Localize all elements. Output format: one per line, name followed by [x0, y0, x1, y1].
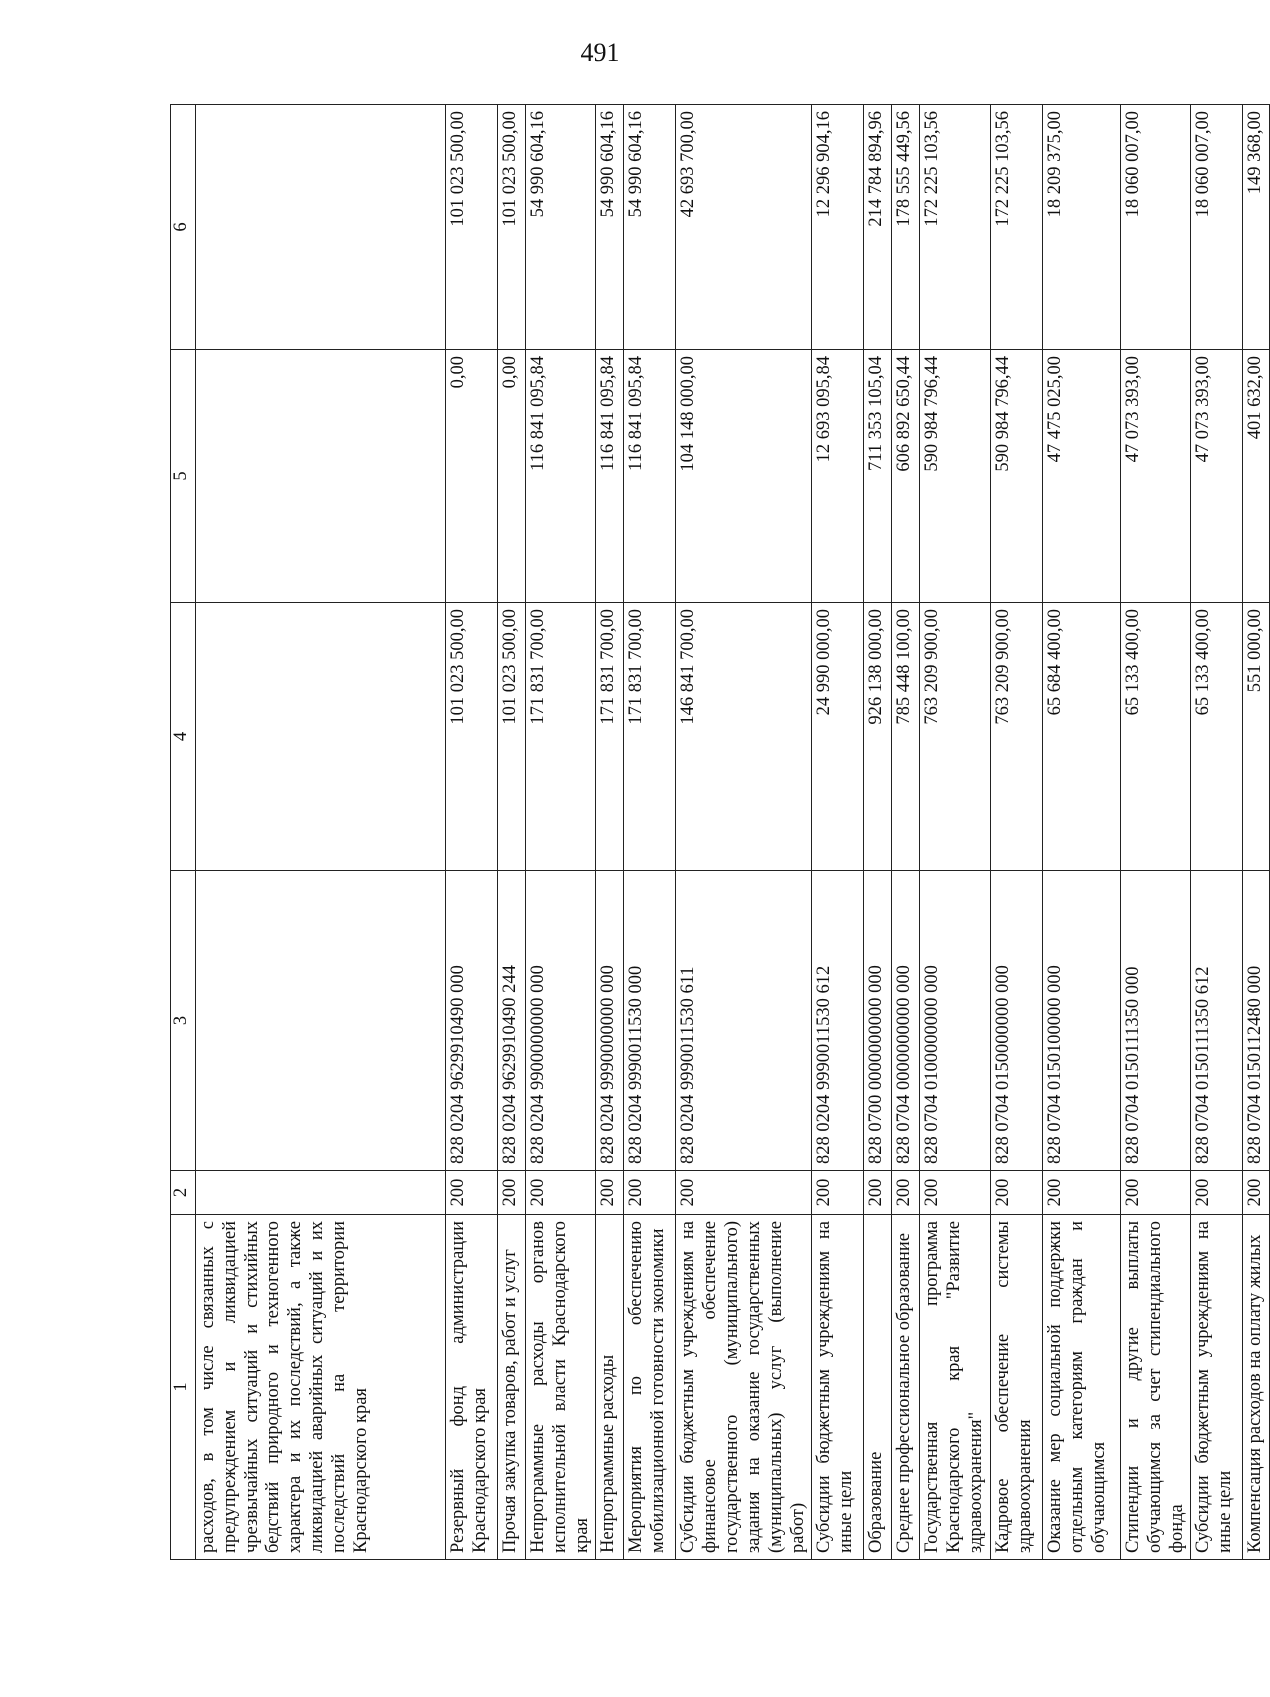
row-amount-col4: 146 841 700,00 [676, 603, 812, 871]
row-amount-col6: 18 060 007,00 [1120, 105, 1190, 350]
table-row [676, 105, 812, 1560]
row-budget-code: 828 0704 0100000000 000 [920, 871, 990, 1171]
row-budget-code: 828 0204 9990011530 611 [676, 871, 812, 1171]
row-budget-code: 828 0204 9629910490 000 [446, 871, 498, 1171]
row-name: Компенсация расходов на оплату жилых [1243, 1215, 1270, 1560]
row-name: Субсидии бюджетным учреждениям на иные цели [812, 1215, 864, 1560]
row-amount-col4: 551 000,00 [1243, 603, 1270, 871]
row-amount-col5: 401 632,00 [1243, 350, 1270, 603]
row-budget-code: 828 0704 0000000000 000 [892, 871, 920, 1171]
row-amount-col4: 926 138 000,00 [864, 603, 892, 871]
row-amount-col4: 101 023 500,00 [498, 603, 526, 871]
row-amount-col6: 12 296 904,16 [812, 105, 864, 350]
row-code: 200 [676, 1171, 812, 1215]
row-code: 200 [1243, 1171, 1270, 1215]
row-amount-col4: 171 831 700,00 [596, 603, 624, 871]
row-amount-col6 [196, 105, 446, 350]
table-row [990, 105, 1042, 1560]
row-amount-col5: 47 475 025,00 [1042, 350, 1120, 603]
row-code: 200 [864, 1171, 892, 1215]
table-row [892, 105, 920, 1560]
row-amount-col4: 171 831 700,00 [526, 603, 596, 871]
row-amount-col6: 18 209 375,00 [1042, 105, 1120, 350]
row-code: 200 [892, 1171, 920, 1215]
row-budget-code: 828 0700 0000000000 000 [864, 871, 892, 1171]
row-code: 200 [526, 1171, 596, 1215]
row-code: 200 [1191, 1171, 1243, 1215]
row-budget-code: 828 0704 0150000000 000 [990, 871, 1042, 1171]
row-code: 200 [498, 1171, 526, 1215]
table-row [1191, 105, 1243, 1560]
row-amount-col6: 172 225 103,56 [990, 105, 1042, 350]
column-header-2: 2 [171, 1171, 196, 1215]
row-budget-code: 828 0704 0150112480 000 [1243, 871, 1270, 1171]
row-amount-col4: 785 448 100,00 [892, 603, 920, 871]
column-header-5: 5 [171, 350, 196, 603]
row-name: Образование [864, 1215, 892, 1560]
budget-table-frame [170, 105, 1266, 1560]
row-amount-col6: 101 023 500,00 [446, 105, 498, 350]
table-row [1243, 105, 1270, 1560]
row-amount-col5: 711 353 105,04 [864, 350, 892, 603]
row-amount-col6: 149 368,00 [1243, 105, 1270, 350]
row-amount-col6: 214 784 894,96 [864, 105, 892, 350]
budget-table [170, 104, 1270, 1560]
row-budget-code: 828 0204 9990000000 000 [596, 871, 624, 1171]
column-header-6: 6 [171, 105, 196, 350]
row-budget-code: 828 0204 9990011530 000 [624, 871, 676, 1171]
row-name: Непрограммные расходы [596, 1215, 624, 1560]
row-amount-col4: 763 209 900,00 [920, 603, 990, 871]
table-row [446, 105, 498, 1560]
table-row [596, 105, 624, 1560]
row-amount-col5: 12 693 095,84 [812, 350, 864, 603]
row-amount-col4: 171 831 700,00 [624, 603, 676, 871]
row-name: Государственная программа Краснодарского края "Развитие здравоохранения" [920, 1215, 990, 1560]
row-name: Субсидии бюджетным учреждениям на иные цели [1191, 1215, 1243, 1560]
column-header-4: 4 [171, 603, 196, 871]
table-row [624, 105, 676, 1560]
row-amount-col5: 116 841 095,84 [624, 350, 676, 603]
row-amount-col6: 18 060 007,00 [1191, 105, 1243, 350]
row-amount-col4: 65 684 400,00 [1042, 603, 1120, 871]
row-amount-col6: 54 990 604,16 [624, 105, 676, 350]
row-name: Непрограммные расходы органов исполнительной власти Краснодарского края [526, 1215, 596, 1560]
row-code: 200 [1042, 1171, 1120, 1215]
row-amount-col6: 101 023 500,00 [498, 105, 526, 350]
row-amount-col6: 42 693 700,00 [676, 105, 812, 350]
row-name: Прочая закупка товаров, работ и услуг [498, 1215, 526, 1560]
row-amount-col5: 47 073 393,00 [1120, 350, 1190, 603]
table-row [1120, 105, 1190, 1560]
row-amount-col5: 0,00 [446, 350, 498, 603]
row-amount-col5: 116 841 095,84 [526, 350, 596, 603]
row-name: Среднее профессиональное образование [892, 1215, 920, 1560]
row-code [196, 1171, 446, 1215]
row-amount-col5: 47 073 393,00 [1191, 350, 1243, 603]
row-amount-col4: 65 133 400,00 [1120, 603, 1190, 871]
row-budget-code: 828 0204 9900000000 000 [526, 871, 596, 1171]
row-name: Субсидии бюджетным учреждениям на финансовое обеспечение государственного (муниципального) задания на оказание государственных (муниципальных) услуг (выполнение работ) [676, 1215, 812, 1560]
column-header-row [171, 105, 196, 1560]
row-amount-col4: 65 133 400,00 [1191, 603, 1243, 871]
row-amount-col5: 590 984 796,44 [990, 350, 1042, 603]
column-header-3: 3 [171, 871, 196, 1171]
row-budget-code: 828 0204 9629910490 244 [498, 871, 526, 1171]
row-code: 200 [446, 1171, 498, 1215]
row-name: Резервный фонд администрации Краснодарского края [446, 1215, 498, 1560]
row-budget-code: 828 0704 0150111350 612 [1191, 871, 1243, 1171]
row-amount-col5: 116 841 095,84 [596, 350, 624, 603]
row-code: 200 [596, 1171, 624, 1215]
table-row [498, 105, 526, 1560]
row-amount-col6: 172 225 103,56 [920, 105, 990, 350]
row-amount-col5: 0,00 [498, 350, 526, 603]
row-code: 200 [920, 1171, 990, 1215]
row-amount-col6: 54 990 604,16 [526, 105, 596, 350]
row-amount-col4: 24 990 000,00 [812, 603, 864, 871]
table-row [196, 105, 446, 1560]
row-budget-code: 828 0704 0150100000 000 [1042, 871, 1120, 1171]
row-name: Стипендии и другие выплаты обучающимся за счет стипендиального фонда [1120, 1215, 1190, 1560]
table-row [812, 105, 864, 1560]
row-code: 200 [812, 1171, 864, 1215]
row-name: Кадровое обеспечение системы здравоохранения [990, 1215, 1042, 1560]
row-amount-col5: 590 984 796,44 [920, 350, 990, 603]
table-row [1042, 105, 1120, 1560]
table-body [196, 105, 1270, 1560]
row-amount-col6: 178 555 449,56 [892, 105, 920, 350]
row-amount-col5: 104 148 000,00 [676, 350, 812, 603]
row-budget-code: 828 0204 9990011530 612 [812, 871, 864, 1171]
row-code: 200 [624, 1171, 676, 1215]
row-name: Мероприятия по обеспечению мобилизационной готовности экономики [624, 1215, 676, 1560]
page-number: 491 [580, 38, 620, 67]
row-amount-col5 [196, 350, 446, 603]
row-amount-col4 [196, 603, 446, 871]
row-code: 200 [990, 1171, 1042, 1215]
table-row [864, 105, 892, 1560]
row-budget-code [196, 871, 446, 1171]
row-code: 200 [1120, 1171, 1190, 1215]
row-name: Оказание мер социальной поддержки отдельным категориям граждан и обучающимся [1042, 1215, 1120, 1560]
row-amount-col4: 763 209 900,00 [990, 603, 1042, 871]
row-name: расходов, в том числе связанных с предупреждением и ликвидацией чрезвычайных ситуаций и стихийных бедствий природного и техногенного характера и их последствий, а также ликвидацией аварийных ситуаций и их последствий на территории Краснодарского края [196, 1215, 446, 1560]
row-amount-col4: 101 023 500,00 [446, 603, 498, 871]
table-row [526, 105, 596, 1560]
row-amount-col5: 606 892 650,44 [892, 350, 920, 603]
column-header-1: 1 [171, 1215, 196, 1560]
row-amount-col6: 54 990 604,16 [596, 105, 624, 350]
row-budget-code: 828 0704 0150111350 000 [1120, 871, 1190, 1171]
table-row [920, 105, 990, 1560]
